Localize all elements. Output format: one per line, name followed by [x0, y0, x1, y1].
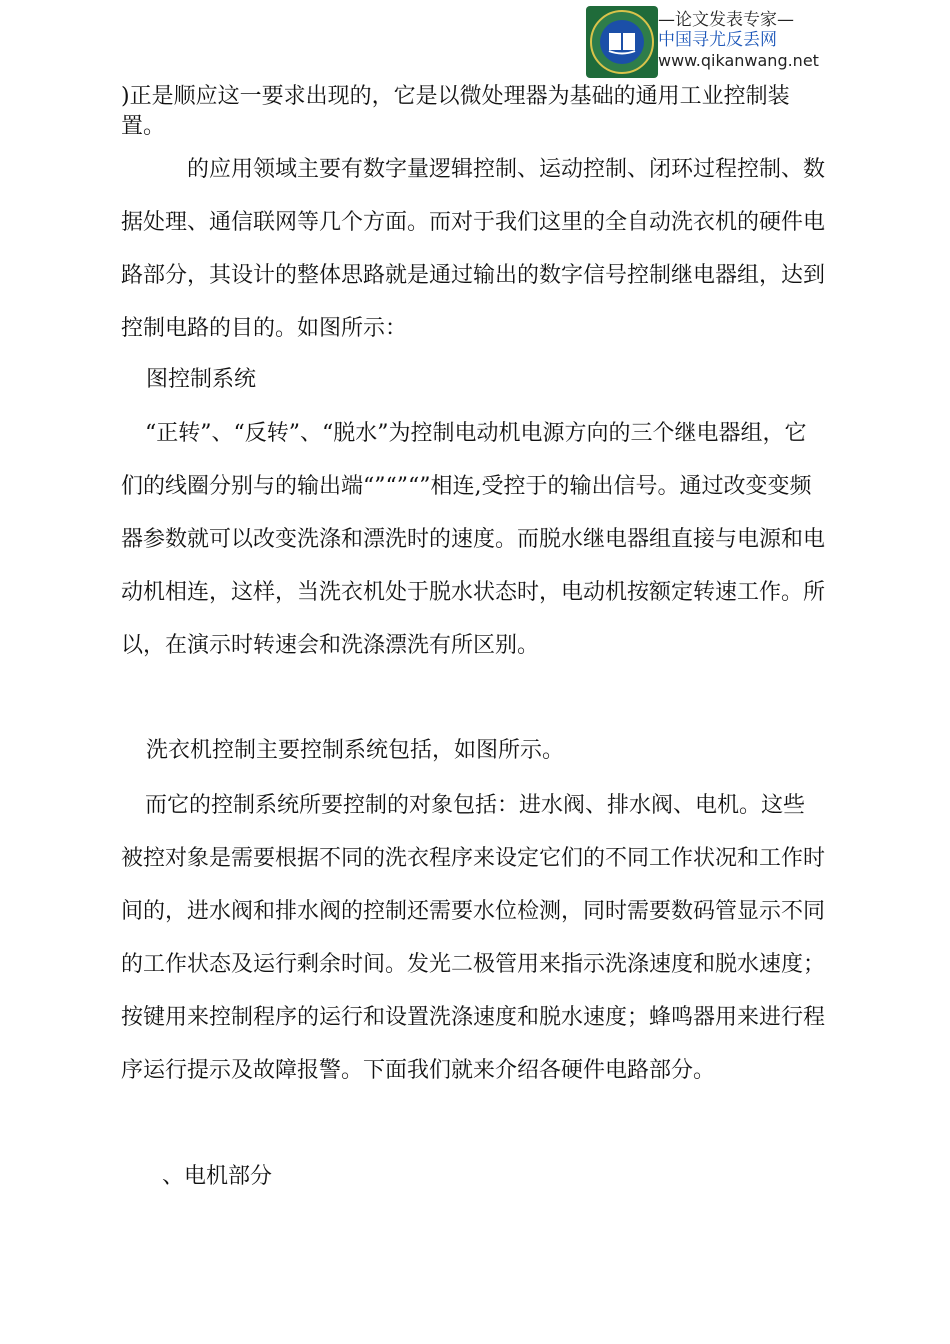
section-heading-motor: 、电机部分 — [162, 1164, 273, 1189]
logo-site-name: 中国寻尤反丢网 — [658, 30, 777, 50]
logo-seal-icon — [586, 6, 658, 78]
header-logo — [586, 6, 826, 78]
paragraph-intro: )正是顺应这一要求出现的，它是以微处理器为基础的通用工业控制装置。 — [121, 84, 790, 139]
paragraph-control-objects: 而它的控制系统所要控制的对象包括：进水阀、排水阀、电机。这些被控对象是需要根据不同的洗衣程序来设定它们的不同工作状况和工作时间的，进水阀和排水阀的控制还需要水位检测，同时需要数码管显示不同的工作状态及运行剩余时间。发光二极管用来指示洗涤速度和脱水速度；按键用来控制程序的运行和设置洗涤速度和脱水速度；蜂鸣器用来进行程序运行提示及故障报警。下面我们就来介绍各硬件电路部分。 — [121, 793, 826, 1083]
paragraph-relays: “正转”、“反转”、“脱水”为控制电动机电源方向的三个继电器组，它们的线圈分别与的输出端“”“”“”相连,受控于的输出信号。通过改变变频器参数就可以改变洗涤和漂洗时的速度。而脱水继电器组直接与电源和电动机相连，这样，当洗衣机处于脱水状态时，电动机按额定转速工作。所以，在演示时转速会和洗涤漂洗有所区别。 — [121, 421, 826, 658]
paragraph-system-intro: 洗衣机控制主要控制系统包括，如图所示。 — [146, 738, 565, 763]
figure-caption: 图控制系统 — [146, 367, 257, 392]
logo-slogan: —论文发表专家— — [658, 10, 794, 30]
paragraph-application: 的应用领域主要有数字量逻辑控制、运动控制、闭环过程控制、数据处理、通信联网等几个方面。而对于我们这里的全自动洗衣机的硬件电路部分，其设计的整体思路就是通过输出的数字信号控制继电器组，达到控制电路的目的。如图所示： — [121, 157, 826, 341]
logo-url: www.qikanwang.net — [658, 51, 819, 70]
